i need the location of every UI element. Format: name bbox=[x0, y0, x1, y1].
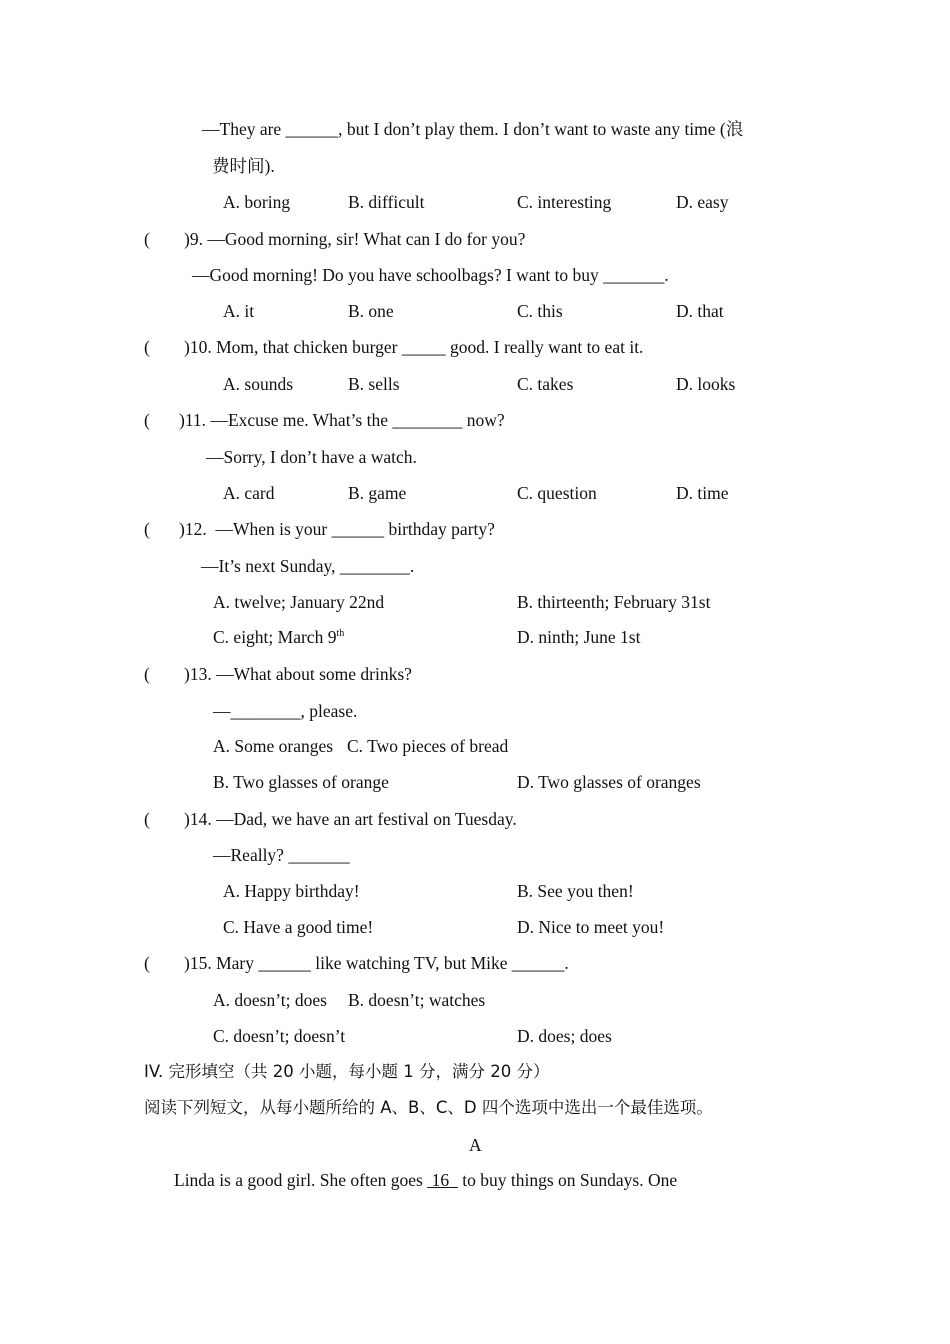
q10-option-c: C. takes bbox=[517, 374, 574, 394]
q12-question: —When is your ______ birthday party? bbox=[215, 519, 495, 539]
q14-option-d: D. Nice to meet you! bbox=[517, 917, 665, 937]
q8-answer-line1: —They are ______, but I don’t play them. I don’t want to waste any time (浪 bbox=[202, 119, 744, 139]
passage-text: Linda is a good girl. She often goes 16 to buy things on Sundays. One bbox=[174, 1170, 678, 1190]
q15-question: Mary ______ like watching TV, but Mike ______. bbox=[216, 953, 569, 973]
q14-option-b: B. See you then! bbox=[517, 881, 634, 901]
q14-answer-paren: ( bbox=[144, 809, 150, 829]
q8-option-a: A. boring bbox=[223, 192, 291, 212]
q11-option-a: A. card bbox=[223, 483, 275, 503]
q14-number: )14. —Dad, we have an art festival on Tuesday. bbox=[184, 809, 517, 829]
q13-answer-paren: ( bbox=[144, 664, 150, 684]
q12-option-c-sup: th bbox=[336, 628, 345, 640]
q10-answer-paren: ( bbox=[144, 337, 150, 357]
q13-question: —What about some drinks? bbox=[216, 664, 412, 684]
q11-answer: —Sorry, I don’t have a watch. bbox=[206, 447, 417, 467]
q12-option-a: A. twelve; January 22nd bbox=[213, 592, 385, 612]
q9-option-d: D. that bbox=[676, 301, 724, 321]
q15-option-c: C. doesn’t; doesn’t bbox=[213, 1026, 346, 1046]
q13-number: )13. —What about some drinks? bbox=[184, 664, 412, 684]
q9-answer: —Good morning! Do you have schoolbags? I want to buy _______. bbox=[192, 265, 669, 285]
section-heading: IV. 完形填空（共 20 小题，每小题 1 分，满分 20 分） bbox=[144, 1062, 550, 1081]
q12-answer-paren: ( bbox=[144, 519, 150, 539]
q15-option-a: A. doesn’t; does bbox=[213, 990, 327, 1010]
q15-option-b: B. doesn’t; watches bbox=[348, 990, 486, 1010]
q9-option-c: C. this bbox=[517, 301, 563, 321]
q9-number: )9. —Good morning, sir! What can I do for you? bbox=[184, 229, 526, 249]
q11-question: —Excuse me. What’s the ________ now? bbox=[210, 410, 505, 430]
section-instruction: 阅读下列短文，从每小题所给的 A、B、C、D 四个选项中选出一个最佳选项。 bbox=[144, 1098, 713, 1117]
q15-answer-paren: ( bbox=[144, 953, 150, 973]
q8-answer-line2: 费时间). bbox=[212, 156, 275, 176]
q14-option-a: A. Happy birthday! bbox=[223, 881, 360, 901]
q12-option-d: D. ninth; June 1st bbox=[517, 627, 641, 647]
q10-option-a: A. sounds bbox=[223, 374, 294, 394]
q13-option-b: B. Two glasses of orange bbox=[213, 772, 389, 792]
q9-question: —Good morning, sir! What can I do for you? bbox=[207, 229, 526, 249]
q13-option-a: A. Some oranges bbox=[213, 736, 334, 756]
passage-label: A bbox=[469, 1135, 482, 1155]
q8-option-d: D. easy bbox=[676, 192, 729, 212]
q10-question: Mom, that chicken burger _____ good. I really want to eat it. bbox=[216, 337, 644, 357]
q12-option-c: C. eight; March 9th bbox=[213, 627, 345, 647]
q11-option-b: B. game bbox=[348, 483, 407, 503]
q12-option-b: B. thirteenth; February 31st bbox=[517, 592, 711, 612]
q10-option-b: B. sells bbox=[348, 374, 400, 394]
q13-answer: —________, please. bbox=[213, 701, 358, 721]
q8-option-b: B. difficult bbox=[348, 192, 425, 212]
q9-option-b: B. one bbox=[348, 301, 394, 321]
q11-option-c: C. question bbox=[517, 483, 597, 503]
q14-option-c: C. Have a good time! bbox=[223, 917, 374, 937]
q10-option-d: D. looks bbox=[676, 374, 736, 394]
q11-option-d: D. time bbox=[676, 483, 729, 503]
q12-answer: —It’s next Sunday, ________. bbox=[201, 556, 415, 576]
blank-16: 16 bbox=[431, 1170, 450, 1190]
q9-answer-paren: ( bbox=[144, 229, 150, 249]
q13-option-d: D. Two glasses of oranges bbox=[517, 772, 701, 792]
q14-answer: —Really? _______ bbox=[213, 845, 350, 865]
q12-number: )12. —When is your ______ birthday party? bbox=[179, 519, 495, 539]
q11-answer-paren: ( bbox=[144, 410, 150, 430]
q9-option-a: A. it bbox=[223, 301, 255, 321]
q11-number: )11. —Excuse me. What’s the ________ now? bbox=[179, 410, 505, 430]
q10-number: )10. Mom, that chicken burger _____ good. I really want to eat it. bbox=[184, 337, 644, 357]
q15-number: )15. Mary ______ like watching TV, but Mike ______. bbox=[184, 953, 569, 973]
q15-option-d: D. does; does bbox=[517, 1026, 612, 1046]
q14-question: —Dad, we have an art festival on Tuesday. bbox=[216, 809, 517, 829]
q13-option-c: C. Two pieces of bread bbox=[347, 736, 509, 756]
q8-option-c: C. interesting bbox=[517, 192, 612, 212]
